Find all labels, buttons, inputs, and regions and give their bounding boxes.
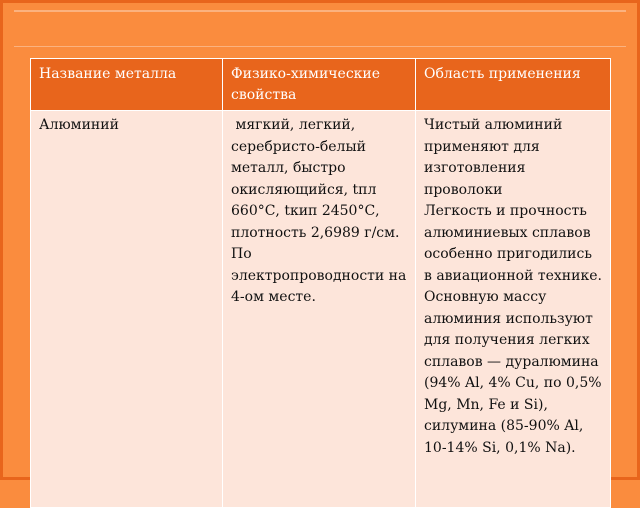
cell-applications <box>416 111 611 508</box>
applications-paragraph: Основную массу алюминия используют для получения легких сплавов — дуралюмина (94% Al, 4% Cu, по 0,5% Mg, Mn, Fe и Si), силумина (85-90% Al, 10-14% Si, 0,1% Na). <box>424 289 602 456</box>
decorative-line-bottom <box>14 46 626 47</box>
metals-table <box>30 58 611 508</box>
header-applications: Область применения <box>416 59 611 111</box>
properties-paragraph: мягкий, легкий, серебристо-белый металл, быстро окисляющийся, tпл 660°С, tкип 2450°С, плотность 2,6989 г/см. <box>231 117 400 241</box>
decorative-line-top <box>14 10 626 12</box>
table-row <box>31 111 611 508</box>
cell-metal-name <box>31 111 223 508</box>
header-metal-name: Название металла <box>31 59 223 111</box>
applications-paragraph: Чистый алюминий применяют для изготовления проволоки <box>424 117 563 198</box>
metals-table-container <box>30 58 610 498</box>
header-properties: Физико-химические свойства <box>223 59 416 111</box>
properties-paragraph: По электропроводности на 4-ом месте. <box>231 246 407 305</box>
cell-properties <box>223 111 416 508</box>
metal-name-text: Алюминий <box>39 117 119 133</box>
applications-paragraph: Легкость и прочность алюминиевых сплавов особенно пригодились в авиационной технике. <box>424 203 602 284</box>
table-header-row <box>31 59 611 111</box>
